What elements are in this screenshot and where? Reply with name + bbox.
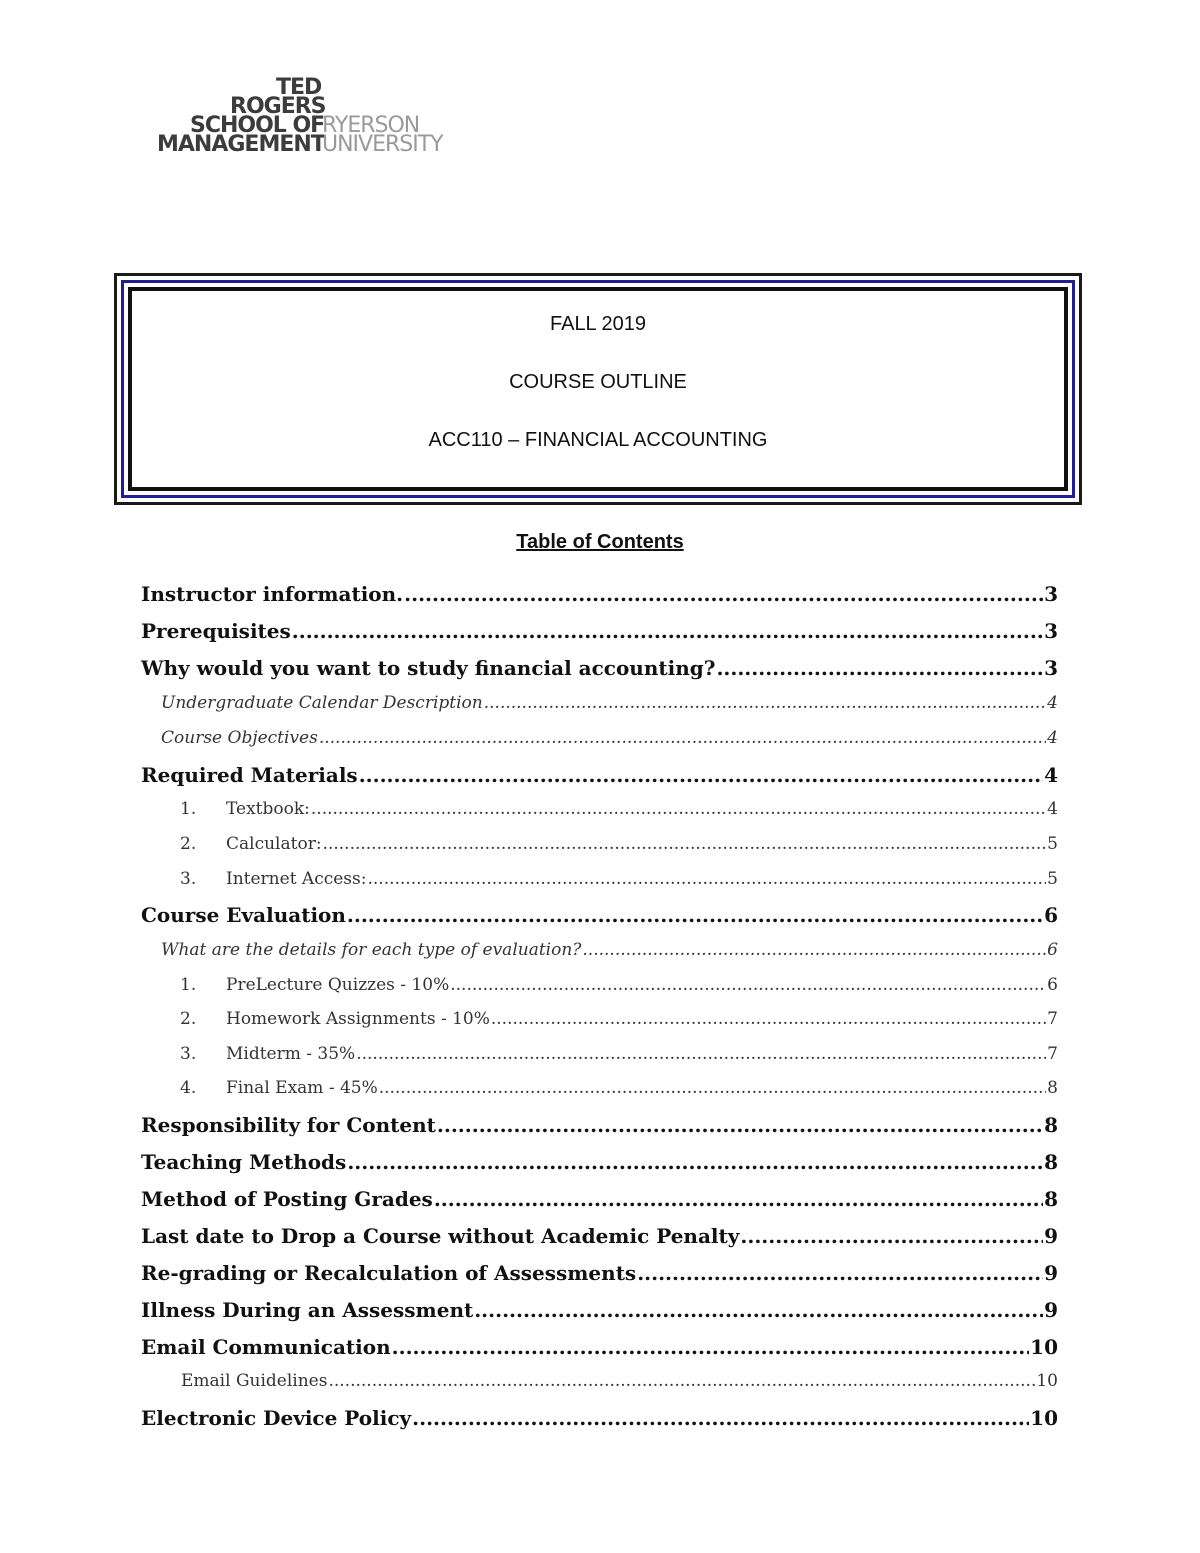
toc-leader-dots [582, 940, 1046, 960]
toc-leader-dots [716, 656, 1043, 680]
toc-entry-evaluation-details[interactable] [161, 940, 1058, 960]
toc-entry-email-guidelines[interactable] [181, 1371, 1058, 1391]
toc-heading: Table of Contents [516, 531, 684, 553]
toc-entry-teaching-methods[interactable] [141, 1150, 1058, 1174]
toc-page-number: 7 [1047, 1044, 1058, 1064]
toc-leader-dots [437, 1113, 1043, 1137]
logo-line-university: UNIVERSITY [322, 132, 443, 157]
toc-entry-instructor-information[interactable] [141, 582, 1058, 606]
toc-page-number: 7 [1047, 1009, 1058, 1029]
toc-entry-text: Why would you want to study financial accounting? [141, 656, 716, 680]
toc-entry-text: Last date to Drop a Course without Academic Penalty [141, 1224, 740, 1248]
toc-entry-number: 4. [180, 1078, 197, 1098]
toc-entry-number: 2. [180, 834, 197, 854]
toc-page-number: 8 [1044, 1150, 1058, 1174]
toc-page-number: 6 [1047, 940, 1058, 960]
toc-leader-dots [328, 1371, 1035, 1391]
toc-entry-text: Textbook: [226, 799, 310, 819]
toc-leader-dots [392, 1335, 1030, 1359]
toc-entry-text: Final Exam - 45% [226, 1078, 378, 1098]
toc-entry-number: 1. [180, 975, 197, 995]
toc-page-number: 8 [1047, 1078, 1058, 1098]
toc-entry-text: Electronic Device Policy [141, 1406, 412, 1430]
toc-entry-prerequisites[interactable] [141, 619, 1058, 643]
toc-entry-internet-access[interactable] [180, 869, 1058, 889]
toc-page-number: 8 [1044, 1113, 1058, 1137]
toc-entry-number: 3. [180, 1044, 197, 1064]
toc-leader-dots [404, 582, 1043, 606]
toc-leader-dots [740, 1224, 1043, 1248]
toc-entry-prelecture-quizzes[interactable] [180, 975, 1058, 995]
toc-entry-number: 1. [180, 799, 197, 819]
toc-entry-why-study[interactable] [141, 656, 1058, 680]
title-box [114, 273, 1082, 505]
toc-page-number: 10 [1030, 1335, 1058, 1359]
toc-entry-text: Email Guidelines [181, 1371, 328, 1391]
toc-entry-final-exam[interactable] [180, 1078, 1058, 1098]
toc-page-number: 4 [1047, 728, 1058, 748]
toc-entry-textbook[interactable] [180, 799, 1058, 819]
toc-entry-electronic-device-policy[interactable] [141, 1406, 1058, 1430]
toc-entry-text: Homework Assignments - 10% [226, 1009, 490, 1029]
toc-leader-dots [311, 799, 1046, 819]
term-title: FALL 2019 [549, 313, 646, 335]
toc-entry-text: Course Evaluation [141, 903, 346, 927]
toc-leader-dots [347, 1150, 1043, 1174]
toc-page-number: 6 [1044, 903, 1058, 927]
toc-entry-posting-grades[interactable] [141, 1187, 1058, 1211]
toc-entry-text: Course Objectives [161, 728, 318, 748]
logo-line-rogers: ROGERS [230, 94, 326, 119]
toc-page-number: 3 [1044, 656, 1058, 680]
toc-entry-text: Undergraduate Calendar Description [161, 693, 483, 713]
toc-entry-number: 2. [180, 1009, 197, 1029]
toc-leader-dots [474, 1298, 1043, 1322]
toc-page-number: 3 [1044, 619, 1058, 643]
toc-entry-text: Internet Access: [226, 869, 367, 889]
toc-leader-dots [356, 1044, 1046, 1064]
toc-page-number: 6 [1047, 975, 1058, 995]
toc-leader-dots [491, 1009, 1046, 1029]
toc-leader-dots [412, 1406, 1029, 1430]
toc-entry-text: Instructor information. [141, 582, 404, 606]
toc-leader-dots [379, 1078, 1046, 1098]
toc-entry-last-date-to-drop[interactable] [141, 1224, 1058, 1248]
toc-leader-dots [319, 728, 1046, 748]
toc-page-number: 8 [1044, 1187, 1058, 1211]
toc-entry-responsibility-for-content[interactable] [141, 1113, 1058, 1137]
logo-line-ryerson: RYERSON [322, 113, 420, 138]
toc-entry-text: Calculator: [226, 834, 322, 854]
toc-page-number: 10 [1030, 1406, 1058, 1430]
toc-leader-dots [292, 619, 1043, 643]
toc-leader-dots [434, 1187, 1043, 1211]
toc-entry-text: Responsibility for Content [141, 1113, 436, 1137]
toc-entry-email-communication[interactable] [141, 1335, 1058, 1359]
toc-leader-dots [484, 693, 1046, 713]
toc-page-number: 4 [1047, 799, 1058, 819]
toc-entry-text: Re-grading or Recalculation of Assessments [141, 1261, 637, 1285]
toc-leader-dots [367, 869, 1046, 889]
toc-page-number: 3 [1044, 582, 1058, 606]
toc-leader-dots [637, 1261, 1043, 1285]
toc-leader-dots [347, 903, 1043, 927]
toc-page-number: 9 [1044, 1224, 1058, 1248]
toc-page-number: 4 [1044, 763, 1058, 787]
toc-page-number: 5 [1047, 869, 1058, 889]
toc-entry-text: Email Communication [141, 1335, 391, 1359]
toc-entry-text: Required Materials [141, 763, 358, 787]
toc-entry-number: 3. [180, 869, 197, 889]
toc-entry-text: Illness During an Assessment [141, 1298, 474, 1322]
toc-entry-text: PreLecture Quizzes - 10% [226, 975, 450, 995]
toc-entry-course-objectives[interactable] [161, 728, 1058, 748]
title-box-inner-border [128, 287, 1068, 491]
course-title: ACC110 – FINANCIAL ACCOUNTING [428, 429, 768, 451]
logo-line-ted: TED [276, 75, 322, 100]
toc-leader-dots [359, 763, 1043, 787]
toc-page-number: 9 [1044, 1261, 1058, 1285]
toc-entry-regrading[interactable] [141, 1261, 1058, 1285]
logo-line-management: MANAGEMENT [157, 132, 325, 157]
toc-entry-text: Midterm - 35% [226, 1044, 356, 1064]
toc-entry-text: Method of Posting Grades [141, 1187, 433, 1211]
toc-page-number: 5 [1047, 834, 1058, 854]
toc-entry-calendar-description[interactable] [161, 693, 1058, 713]
toc-leader-dots [450, 975, 1046, 995]
toc-leader-dots [323, 834, 1047, 854]
toc-page-number: 4 [1047, 693, 1058, 713]
title-box-blue-border [121, 280, 1075, 498]
logo-line-school-of: SCHOOL OF [190, 113, 325, 138]
toc-entry-homework-assignments[interactable] [180, 1009, 1058, 1029]
toc-entry-midterm[interactable] [180, 1044, 1058, 1064]
university-logo [150, 75, 480, 158]
toc-entry-calculator[interactable] [180, 834, 1058, 854]
toc-entry-illness[interactable] [141, 1298, 1058, 1322]
toc-entry-course-evaluation[interactable] [141, 903, 1058, 927]
document-type-title: COURSE OUTLINE [509, 371, 687, 393]
toc-entry-text: Prerequisites [141, 619, 291, 643]
toc-entry-required-materials[interactable] [141, 763, 1058, 787]
toc-entry-text: Teaching Methods [141, 1150, 347, 1174]
toc-page-number: 9 [1044, 1298, 1058, 1322]
toc-page-number: 10 [1036, 1371, 1058, 1391]
toc-entry-text: What are the details for each type of evaluation? [161, 940, 582, 960]
